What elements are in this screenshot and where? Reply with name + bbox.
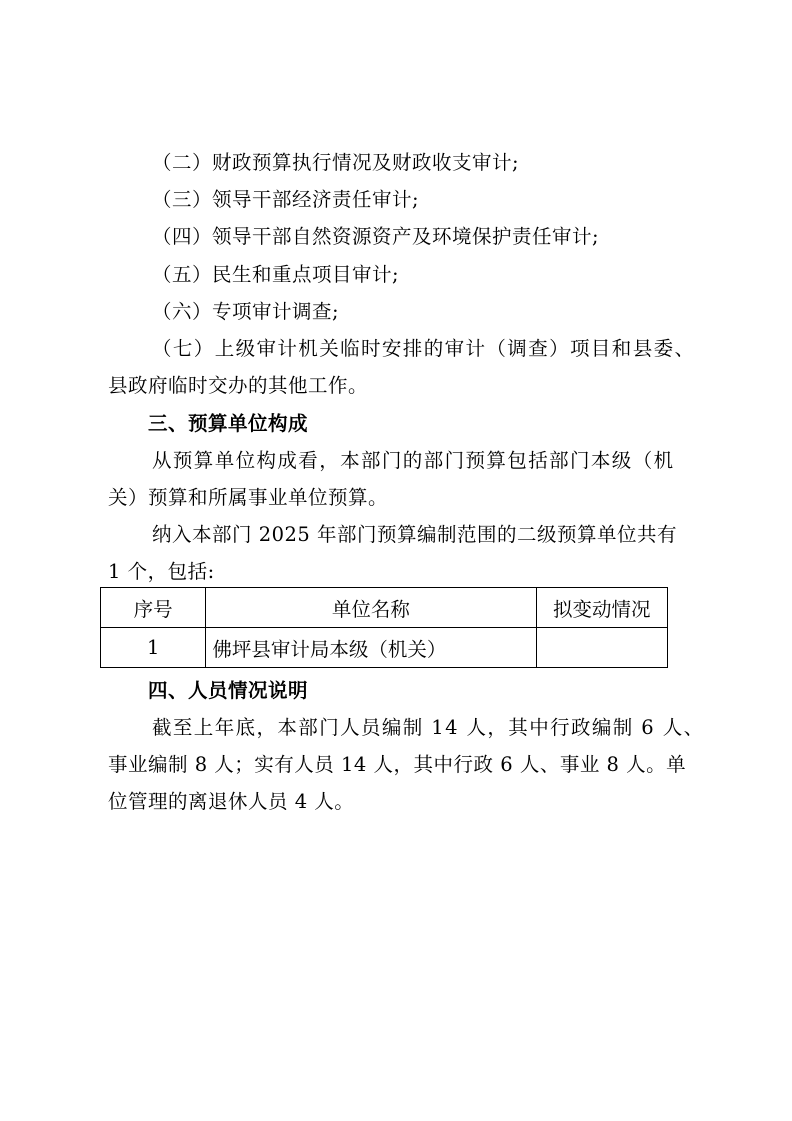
section-3-para2-line1: 纳入本部门 2025 年部门预算编制范围的二级预算单位共有: [152, 523, 678, 546]
section-4-line2: 事业编制 8 人；实有人员 14 人，其中行政 6 人、事业 8 人。单: [108, 753, 687, 776]
audit-item-7-cont: 县政府临时交办的其他工作。: [108, 374, 369, 397]
table-row: [101, 628, 668, 668]
section-4-line1: 截至上年底，本部门人员编制 14 人，其中行政编制 6 人、: [152, 716, 705, 739]
table-header-row: [101, 588, 668, 628]
section-3-para1-line1: 从预算单位构成看，本部门的部门预算包括部门本级（机: [152, 449, 675, 472]
audit-item-4: （四）领导干部自然资源资产及环境保护责任审计;: [152, 225, 600, 248]
audit-item-6: （六）专项审计调查;: [152, 300, 340, 323]
section-4-line3: 位管理的离退休人员 4 人。: [108, 790, 355, 813]
section-3-heading: 三、预算单位构成: [148, 412, 309, 435]
section-4-heading: 四、人员情况说明: [148, 679, 309, 702]
header-change-status: 拟变动情况: [536, 588, 667, 628]
budget-units-table: [100, 587, 668, 668]
audit-item-2: （二）财政预算执行情况及财政收支审计;: [152, 151, 520, 174]
header-index: 序号: [101, 588, 206, 628]
header-unit-name: 单位名称: [206, 588, 536, 628]
section-3-para2-line2: 1 个，包括:: [108, 560, 215, 583]
cell-unit-name: 佛坪县审计局本级（机关）: [206, 628, 536, 668]
cell-change-status: [536, 628, 667, 668]
audit-item-7: （七）上级审计机关临时安排的审计（调查）项目和县委、: [152, 337, 696, 360]
audit-item-5: （五）民生和重点项目审计;: [152, 263, 400, 286]
cell-index: 1: [101, 628, 206, 668]
section-3-para1-line2: 关）预算和所属事业单位预算。: [108, 486, 389, 509]
audit-item-3: （三）领导干部经济责任审计;: [152, 188, 420, 211]
